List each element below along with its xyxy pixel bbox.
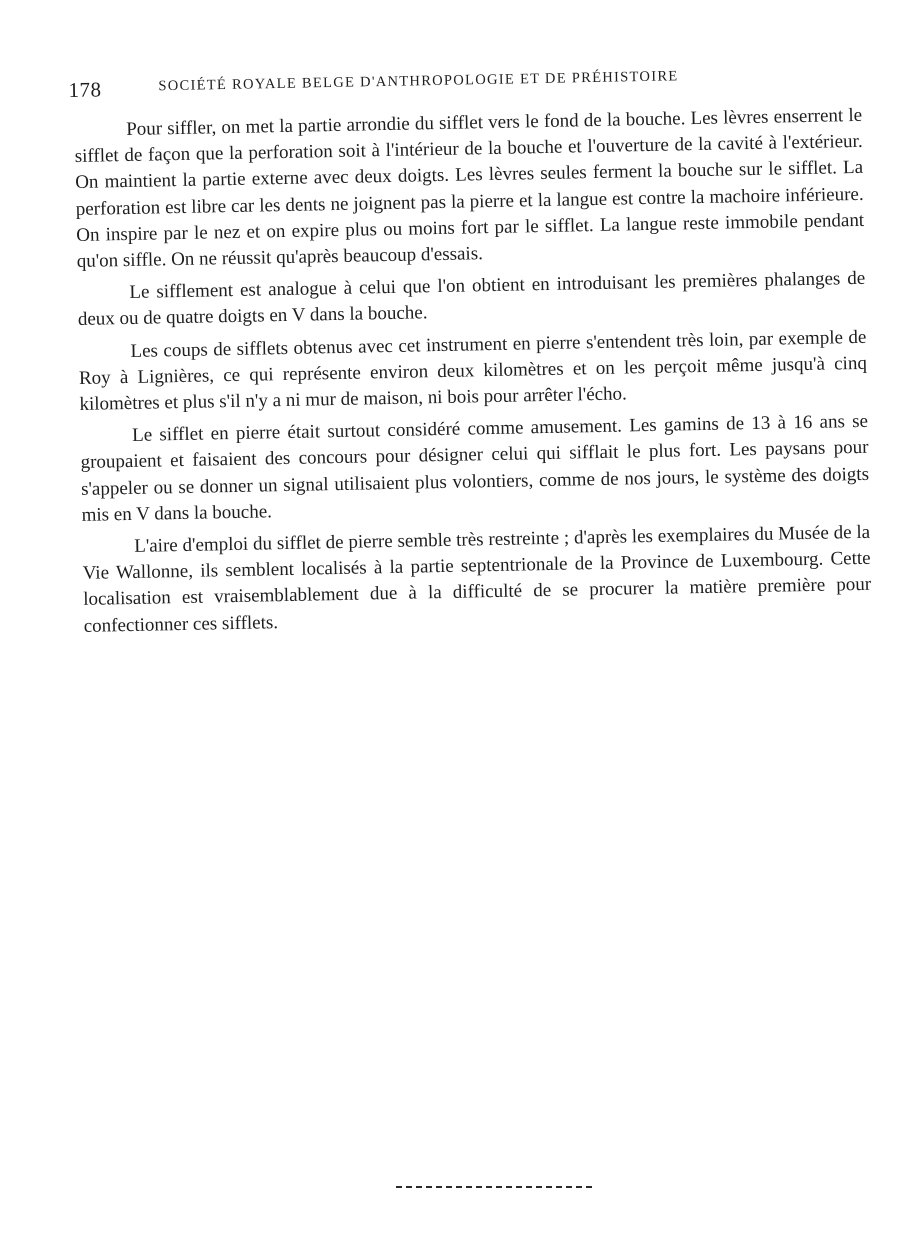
paragraph-whistling-technique: Pour siffler, on met la partie arrondie du sifflet vers le fond de la bouche. Les lèvres enserrent le sifflet de façon que la perforation soit à l'intérieur de la bouche et l'ouverture de la cavité à l'extérieur. On maintient la partie externe avec deux doigts. Les lèvres seules ferment la bouche sur le sifflet. La perforation est libre car les dents ne joignent pas la pierre et la langue est contre la machoire inférieure. On inspire par le nez et on expire plus ou moins fort par le sifflet. La langue reste immobile pendant qu'on siffle. On ne réussit qu'après beaucoup d'essais. (74, 104, 865, 272)
end-of-article-rule (396, 1186, 592, 1188)
running-head (68, 50, 809, 102)
paragraph-whistle-range: Les coups de sifflets obtenus avec cet instrument en pierre s'entendent très loin, par exemple de Roy à Lignières, ce qui représente environ deux kilomètres et on les perçoit même jusqu'à cinq kilomètres et plus s'il n'y a ni mur de maison, ni bois pour arrêter l'écho. (78, 326, 868, 415)
journal-title: SOCIÉTÉ ROYALE BELGE D'ANTHROPOLOGIE ET DE PRÉHISTOIRE (158, 68, 679, 95)
paragraph-whistle-usage: Le sifflet en pierre était surtout considéré comme amusement. Les gamins de 13 à 16 ans se groupaient et faisaient des concours pour désigner celui qui sifflait le plus fort. Les paysans pour s'appeler ou se donner un signal utilisaient plus volontiers, comme de nos jours, le système des doigts mis en V dans la bouche. (80, 411, 870, 526)
paragraph-whistle-sound: Le sifflement est analogue à celui que l'on obtient en introduisant les premières phalanges de deux ou de quatre doigts en V dans la bouche. (77, 268, 866, 331)
paragraph-whistle-distribution: L'aire d'emploi du sifflet de pierre semble très restreinte ; d'après les exemplaires du Musée de la Vie Wallonne, ils semblent localisés à la partie septentrionale de la Province de Luxembourg. Cette localisation est vraisemblablement due à la difficulté de se procurer la matière première pour confectionner ces sifflets. (82, 521, 872, 637)
page-number: 178 (68, 77, 102, 102)
body-text (74, 103, 872, 646)
